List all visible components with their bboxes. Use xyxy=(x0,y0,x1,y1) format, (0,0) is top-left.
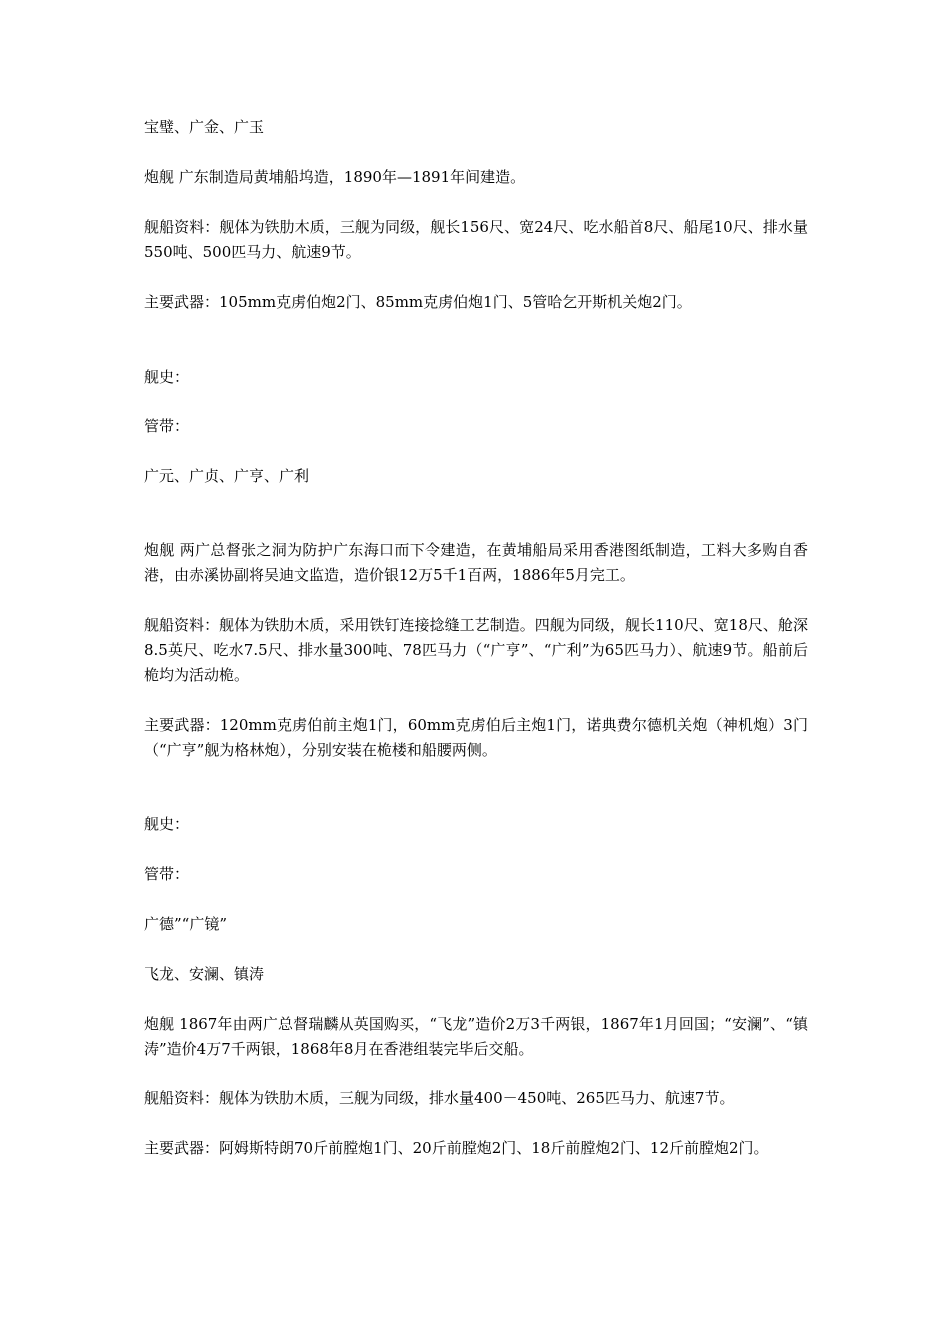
paragraph: 广德”“广镜” xyxy=(144,915,228,933)
paragraph: 炮舰 1867年由两广总督瑞麟从英国购买，“飞龙”造价2万3千两银，1867年1月回国；“安澜”、“镇涛”造价4万7千两银，1868年8月在香港组装完毕后交船。 xyxy=(144,1015,808,1058)
paragraph: 管带： xyxy=(144,417,190,435)
paragraph: 舰船资料：舰体为铁肋木质，三舰为同级，排水量400－450吨、265匹马力、航速7节。 xyxy=(144,1089,735,1107)
paragraph: 飞龙、安澜、镇涛 xyxy=(144,965,265,983)
paragraph: 管带： xyxy=(144,865,190,883)
paragraph: 舰史： xyxy=(144,368,190,386)
paragraph: 舰船资料：舰体为铁肋木质，三舰为同级，舰长156尺、宽24尺、吃水船首8尺、船尾10尺、排水量550吨、500匹马力、航速9节。 xyxy=(144,218,808,261)
paragraph: 主要武器：120mm克虏伯前主炮1门，60mm克虏伯后主炮1门，诺典费尔德机关炮（神机炮）3门（“广亨”舰为格林炮），分别安装在桅楼和船腰两侧。 xyxy=(144,716,808,759)
paragraph: 炮舰 两广总督张之洞为防护广东海口而下令建造，在黄埔船局采用香港图纸制造，工料大多购自香港，由赤溪协副将吴迪文监造，造价银12万5千1百两，1886年5月完工。 xyxy=(144,541,808,584)
paragraph: 舰船资料：舰体为铁肋木质，采用铁钉连接捻缝工艺制造。四舰为同级，舰长110尺、宽18尺、舱深8.5英尺、吃水7.5尺、排水量300吨、78匹马力（“广亨”、“广利”为65匹马力）、航速9节。船前后桅均为活动桅。 xyxy=(144,616,808,684)
paragraph: 主要武器：105mm克虏伯炮2门、85mm克虏伯炮1门、5管哈乞开斯机关炮2门。 xyxy=(144,293,692,311)
paragraph: 舰史： xyxy=(144,815,190,833)
paragraph: 宝璧、广金、广玉 xyxy=(144,118,265,136)
paragraph: 主要武器：阿姆斯特朗70斤前膛炮1门、20斤前膛炮2门、18斤前膛炮2门、12斤前膛炮2门。 xyxy=(144,1139,769,1157)
paragraph: 炮舰 广东制造局黄埔船坞造，1890年—1891年间建造。 xyxy=(144,168,526,186)
paragraph: 广元、广贞、广亨、广利 xyxy=(144,467,310,485)
